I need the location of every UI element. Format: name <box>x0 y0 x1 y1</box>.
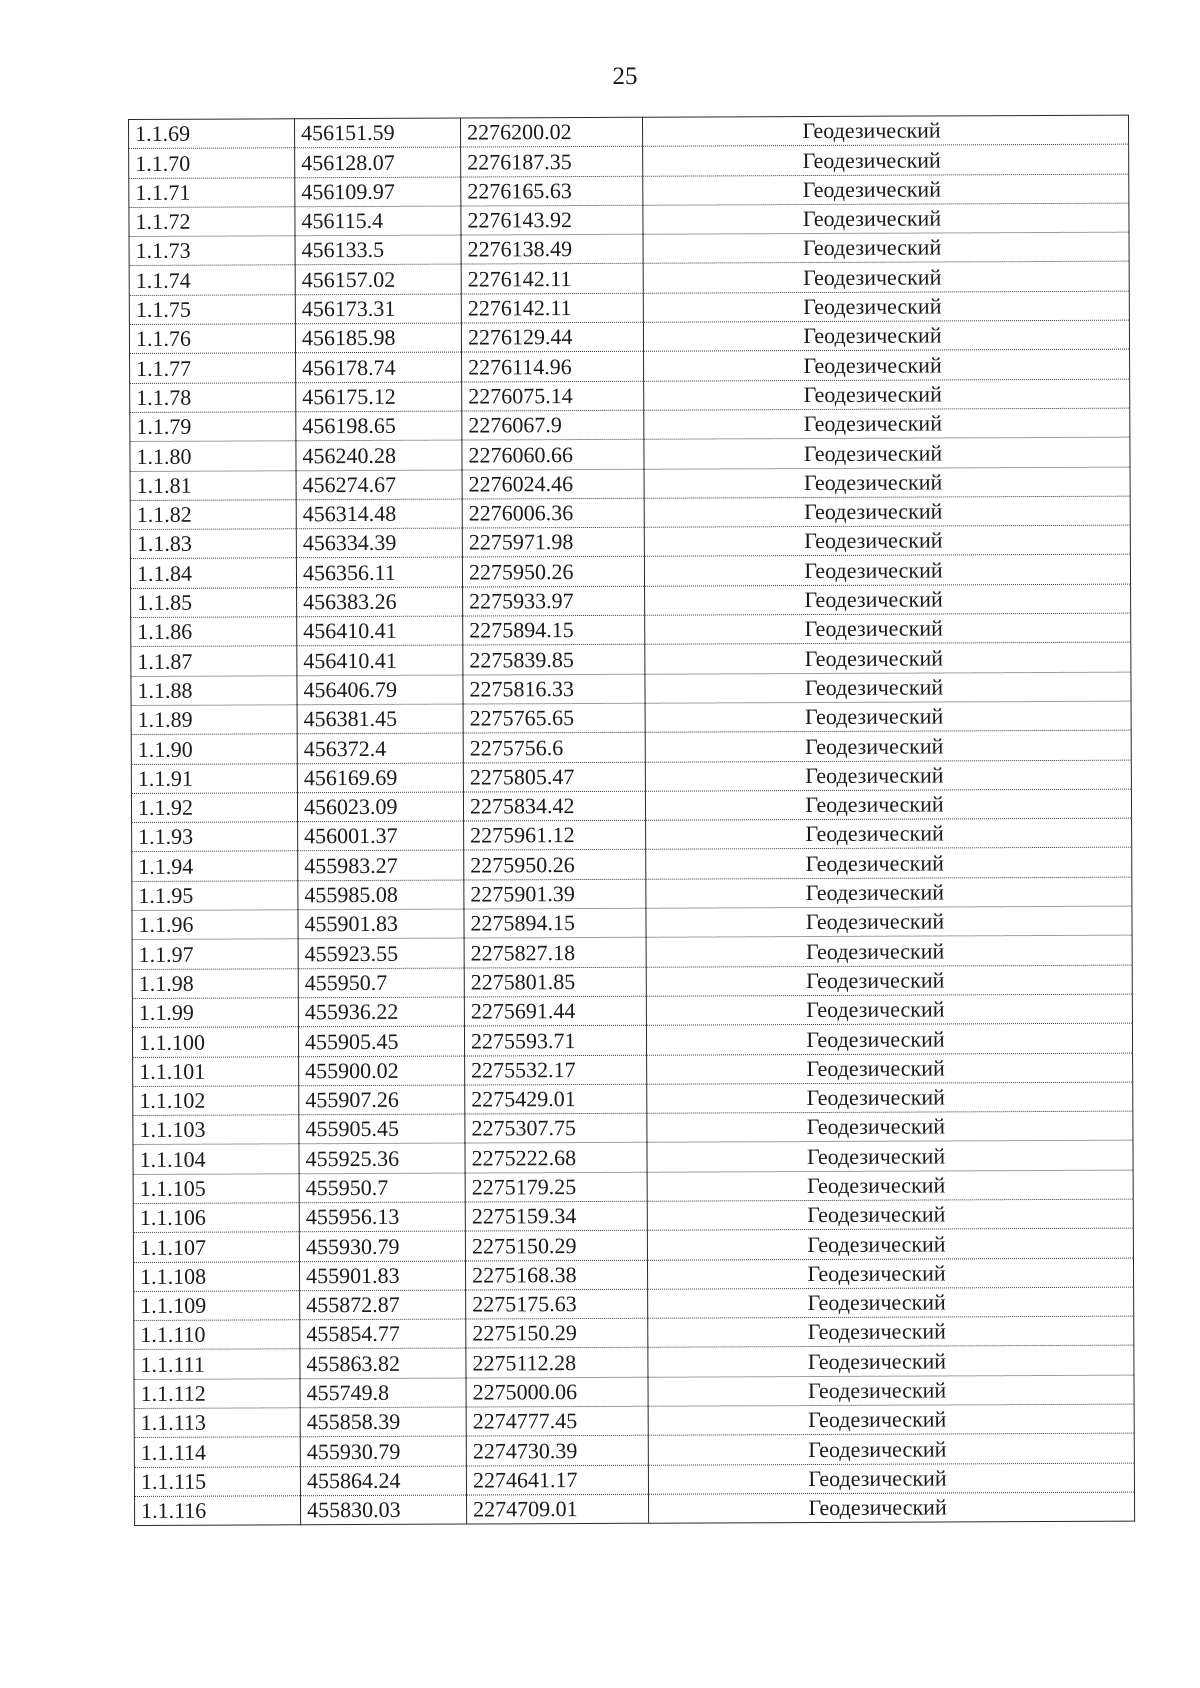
y-coordinate-cell: 2276067.9 <box>462 410 644 440</box>
y-coordinate-cell: 2275756.6 <box>463 732 645 762</box>
table-row <box>133 1053 1133 1087</box>
point-number-cell: 1.1.106 <box>133 1203 299 1233</box>
point-number-cell: 1.1.96 <box>132 910 298 940</box>
point-type-cell: Геодезический <box>643 262 1129 293</box>
table-row <box>129 232 1129 266</box>
point-number-cell: 1.1.84 <box>130 558 296 588</box>
table-row <box>132 818 1132 852</box>
point-type-cell: Геодезический <box>647 1053 1133 1084</box>
y-coordinate-cell: 2275175.63 <box>466 1289 648 1319</box>
y-coordinate-cell: 2275894.15 <box>464 908 646 938</box>
table-row <box>130 350 1130 384</box>
point-type-cell: Геодезический <box>644 555 1130 586</box>
table-row <box>131 789 1131 823</box>
point-number-cell: 1.1.97 <box>132 939 298 969</box>
y-coordinate-cell: 2274641.17 <box>466 1465 648 1495</box>
point-number-cell: 1.1.69 <box>129 119 295 149</box>
point-type-cell: Геодезический <box>644 467 1130 498</box>
point-number-cell: 1.1.92 <box>131 793 297 823</box>
point-type-cell: Геодезический <box>643 174 1129 205</box>
table-row <box>130 467 1130 501</box>
point-type-cell: Геодезический <box>647 1258 1133 1289</box>
point-number-cell: 1.1.86 <box>131 617 297 647</box>
y-coordinate-cell: 2275179.25 <box>465 1172 647 1202</box>
point-type-cell: Геодезический <box>644 379 1130 410</box>
x-coordinate-cell: 455872.87 <box>300 1290 466 1320</box>
table-row <box>132 848 1132 882</box>
point-type-cell: Геодезический <box>644 437 1130 468</box>
y-coordinate-cell: 2275950.26 <box>462 557 644 587</box>
point-type-cell: Геодезический <box>642 115 1128 146</box>
point-type-cell: Геодезический <box>645 701 1131 732</box>
y-coordinate-cell: 2275168.38 <box>465 1260 647 1290</box>
point-type-cell: Геодезический <box>648 1375 1134 1406</box>
table-row <box>133 1141 1133 1175</box>
point-type-cell: Геодезический <box>648 1433 1134 1464</box>
y-coordinate-cell: 2275816.33 <box>463 674 645 704</box>
y-coordinate-cell: 2275222.68 <box>465 1143 647 1173</box>
y-coordinate-cell: 2275765.65 <box>463 703 645 733</box>
point-number-cell: 1.1.81 <box>130 470 296 500</box>
x-coordinate-cell: 456173.31 <box>295 294 461 324</box>
point-number-cell: 1.1.93 <box>132 822 298 852</box>
point-number-cell: 1.1.115 <box>134 1466 300 1496</box>
point-type-cell: Геодезический <box>648 1404 1134 1435</box>
x-coordinate-cell: 456023.09 <box>297 792 463 822</box>
point-number-cell: 1.1.105 <box>133 1173 299 1203</box>
x-coordinate-cell: 455863.82 <box>300 1349 466 1379</box>
x-coordinate-cell: 456151.59 <box>295 118 461 148</box>
x-coordinate-cell: 456334.39 <box>296 528 462 558</box>
point-type-cell: Геодезический <box>644 350 1130 381</box>
y-coordinate-cell: 2275000.06 <box>466 1377 648 1407</box>
table-row <box>133 1170 1133 1204</box>
y-coordinate-cell: 2275691.44 <box>464 996 646 1026</box>
point-type-cell: Геодезический <box>644 525 1130 556</box>
point-number-cell: 1.1.91 <box>131 763 297 793</box>
y-coordinate-cell: 2274709.01 <box>467 1494 649 1524</box>
point-number-cell: 1.1.107 <box>133 1232 299 1262</box>
y-coordinate-cell: 2276060.66 <box>462 440 644 470</box>
x-coordinate-cell: 455900.02 <box>299 1056 465 1086</box>
point-type-cell: Геодезический <box>645 613 1131 644</box>
table-row <box>131 672 1131 706</box>
x-coordinate-cell: 455864.24 <box>300 1466 466 1496</box>
table-row <box>135 1492 1135 1526</box>
x-coordinate-cell: 456372.4 <box>297 733 463 763</box>
y-coordinate-cell: 2275429.01 <box>465 1084 647 1114</box>
x-coordinate-cell: 455930.79 <box>299 1231 465 1261</box>
point-type-cell: Геодезический <box>643 203 1129 234</box>
point-type-cell: Геодезический <box>647 1228 1133 1259</box>
point-type-cell: Геодезический <box>647 1199 1133 1230</box>
point-number-cell: 1.1.88 <box>131 675 297 705</box>
table-row <box>134 1375 1134 1409</box>
table-row <box>130 437 1130 471</box>
point-number-cell: 1.1.114 <box>134 1437 300 1467</box>
table-row <box>131 701 1131 735</box>
y-coordinate-cell: 2275532.17 <box>465 1055 647 1085</box>
point-number-cell: 1.1.83 <box>130 529 296 559</box>
y-coordinate-cell: 2276129.44 <box>461 322 643 352</box>
table-row <box>132 906 1132 940</box>
point-type-cell: Геодезический <box>648 1346 1134 1377</box>
point-number-cell: 1.1.90 <box>131 734 297 764</box>
point-number-cell: 1.1.80 <box>130 441 296 471</box>
x-coordinate-cell: 455956.13 <box>299 1202 465 1232</box>
y-coordinate-cell: 2275159.34 <box>465 1201 647 1231</box>
point-type-cell: Геодезический <box>646 818 1132 849</box>
point-type-cell: Геодезический <box>646 994 1132 1025</box>
point-type-cell: Геодезический <box>645 760 1131 791</box>
x-coordinate-cell: 456356.11 <box>296 557 462 587</box>
x-coordinate-cell: 456274.67 <box>296 470 462 500</box>
table-row <box>130 525 1130 559</box>
point-type-cell: Геодезический <box>646 935 1132 966</box>
table-row <box>133 1258 1133 1292</box>
point-number-cell: 1.1.112 <box>134 1379 300 1409</box>
x-coordinate-cell: 455901.83 <box>298 909 464 939</box>
x-coordinate-cell: 455930.79 <box>300 1436 466 1466</box>
point-type-cell: Геодезический <box>646 906 1132 937</box>
x-coordinate-cell: 455950.7 <box>299 1173 465 1203</box>
y-coordinate-cell: 2276142.11 <box>461 264 643 294</box>
table-row <box>132 935 1132 969</box>
point-type-cell: Геодезический <box>645 672 1131 703</box>
point-type-cell: Геодезический <box>646 1023 1132 1054</box>
table-row <box>129 115 1129 149</box>
point-type-cell: Геодезический <box>647 1141 1133 1172</box>
y-coordinate-cell: 2276114.96 <box>462 352 644 382</box>
y-coordinate-cell: 2276006.36 <box>462 498 644 528</box>
table-row <box>131 730 1131 764</box>
point-number-cell: 1.1.82 <box>130 500 296 530</box>
point-type-cell: Геодезический <box>647 1170 1133 1201</box>
y-coordinate-cell: 2276142.11 <box>461 293 643 323</box>
table-row <box>131 613 1131 647</box>
y-coordinate-cell: 2276075.14 <box>462 381 644 411</box>
table-row <box>130 379 1130 413</box>
point-number-cell: 1.1.101 <box>133 1056 299 1086</box>
y-coordinate-cell: 2274730.39 <box>466 1436 648 1466</box>
y-coordinate-cell: 2275901.39 <box>464 879 646 909</box>
coordinates-table-body <box>129 115 1135 1526</box>
y-coordinate-cell: 2275593.71 <box>464 1025 646 1055</box>
table-row <box>132 877 1132 911</box>
x-coordinate-cell: 455983.27 <box>298 850 464 880</box>
x-coordinate-cell: 456410.41 <box>297 645 463 675</box>
point-type-cell: Геодезический <box>649 1492 1135 1523</box>
point-type-cell: Геодезический <box>643 320 1129 351</box>
point-type-cell: Геодезический <box>645 789 1131 820</box>
table-row <box>130 408 1130 442</box>
point-number-cell: 1.1.70 <box>129 148 295 178</box>
point-type-cell: Геодезический <box>648 1287 1134 1318</box>
table-row <box>134 1346 1134 1380</box>
x-coordinate-cell: 456133.5 <box>295 235 461 265</box>
table-row <box>132 1023 1132 1057</box>
table-row <box>131 642 1131 676</box>
point-number-cell: 1.1.87 <box>131 646 297 676</box>
point-number-cell: 1.1.116 <box>135 1496 301 1526</box>
x-coordinate-cell: 456406.79 <box>297 675 463 705</box>
x-coordinate-cell: 455901.83 <box>299 1261 465 1291</box>
table-row <box>134 1316 1134 1350</box>
point-number-cell: 1.1.99 <box>132 998 298 1028</box>
table-row <box>129 203 1129 237</box>
x-coordinate-cell: 455858.39 <box>300 1407 466 1437</box>
point-type-cell: Геодезический <box>643 291 1129 322</box>
y-coordinate-cell: 2275961.12 <box>464 820 646 850</box>
point-number-cell: 1.1.104 <box>133 1144 299 1174</box>
point-type-cell: Геодезический <box>647 1082 1133 1113</box>
point-number-cell: 1.1.72 <box>129 207 295 237</box>
y-coordinate-cell: 2275894.15 <box>463 615 645 645</box>
y-coordinate-cell: 2274777.45 <box>466 1406 648 1436</box>
point-type-cell: Геодезический <box>645 730 1131 761</box>
x-coordinate-cell: 455830.03 <box>301 1495 467 1525</box>
x-coordinate-cell: 455923.55 <box>298 938 464 968</box>
x-coordinate-cell: 456001.37 <box>298 821 464 851</box>
point-number-cell: 1.1.108 <box>133 1261 299 1291</box>
x-coordinate-cell: 456115.4 <box>295 206 461 236</box>
y-coordinate-cell: 2275805.47 <box>463 762 645 792</box>
point-number-cell: 1.1.73 <box>129 236 295 266</box>
y-coordinate-cell: 2275150.29 <box>465 1231 647 1261</box>
point-number-cell: 1.1.94 <box>132 851 298 881</box>
point-number-cell: 1.1.74 <box>129 265 295 295</box>
x-coordinate-cell: 455907.26 <box>299 1085 465 1115</box>
table-row <box>133 1082 1133 1116</box>
y-coordinate-cell: 2275827.18 <box>464 938 646 968</box>
y-coordinate-cell: 2275933.97 <box>463 586 645 616</box>
point-type-cell: Геодезический <box>646 848 1132 879</box>
x-coordinate-cell: 456157.02 <box>295 265 461 295</box>
point-number-cell: 1.1.76 <box>129 324 295 354</box>
y-coordinate-cell: 2275801.85 <box>464 967 646 997</box>
table-row <box>129 320 1129 354</box>
coordinates-table <box>128 115 1135 1527</box>
point-number-cell: 1.1.89 <box>131 705 297 735</box>
point-number-cell: 1.1.100 <box>132 1027 298 1057</box>
x-coordinate-cell: 455985.08 <box>298 880 464 910</box>
page-number: 25 <box>612 63 638 90</box>
table-row <box>134 1433 1134 1467</box>
x-coordinate-cell: 456169.69 <box>297 763 463 793</box>
table-row <box>131 584 1131 618</box>
point-number-cell: 1.1.95 <box>132 880 298 910</box>
y-coordinate-cell: 2276143.92 <box>461 205 643 235</box>
table-row <box>134 1404 1134 1438</box>
x-coordinate-cell: 455950.7 <box>298 968 464 998</box>
y-coordinate-cell: 2275971.98 <box>462 527 644 557</box>
point-number-cell: 1.1.78 <box>130 382 296 412</box>
y-coordinate-cell: 2275950.26 <box>464 850 646 880</box>
x-coordinate-cell: 456178.74 <box>296 352 462 382</box>
y-coordinate-cell: 2275307.75 <box>465 1113 647 1143</box>
point-type-cell: Геодезический <box>645 642 1131 673</box>
table-row <box>129 144 1129 178</box>
point-number-cell: 1.1.75 <box>129 295 295 325</box>
x-coordinate-cell: 456198.65 <box>296 411 462 441</box>
x-coordinate-cell: 456314.48 <box>296 499 462 529</box>
table-row <box>129 174 1129 208</box>
table-row <box>133 1228 1133 1262</box>
y-coordinate-cell: 2275112.28 <box>466 1348 648 1378</box>
x-coordinate-cell: 456109.97 <box>295 177 461 207</box>
x-coordinate-cell: 455936.22 <box>298 997 464 1027</box>
point-type-cell: Геодезический <box>646 965 1132 996</box>
x-coordinate-cell: 456175.12 <box>296 382 462 412</box>
y-coordinate-cell: 2276200.02 <box>460 117 642 147</box>
table-row <box>130 555 1130 589</box>
table-row <box>129 291 1129 325</box>
x-coordinate-cell: 456383.26 <box>297 587 463 617</box>
table-row <box>134 1463 1134 1497</box>
point-number-cell: 1.1.103 <box>133 1115 299 1145</box>
x-coordinate-cell: 456381.45 <box>297 704 463 734</box>
point-type-cell: Геодезический <box>644 496 1130 527</box>
x-coordinate-cell: 456410.41 <box>297 616 463 646</box>
point-number-cell: 1.1.109 <box>134 1291 300 1321</box>
point-number-cell: 1.1.77 <box>130 353 296 383</box>
table-row <box>134 1287 1134 1321</box>
y-coordinate-cell: 2276024.46 <box>462 469 644 499</box>
table-row <box>130 496 1130 530</box>
point-type-cell: Геодезический <box>643 144 1129 175</box>
y-coordinate-cell: 2276187.35 <box>461 147 643 177</box>
y-coordinate-cell: 2275834.42 <box>463 791 645 821</box>
y-coordinate-cell: 2276138.49 <box>461 234 643 264</box>
table-row <box>129 262 1129 296</box>
point-type-cell: Геодезический <box>643 232 1129 263</box>
point-number-cell: 1.1.71 <box>129 177 295 207</box>
x-coordinate-cell: 455854.77 <box>300 1319 466 1349</box>
point-type-cell: Геодезический <box>645 584 1131 615</box>
table-row <box>133 1199 1133 1233</box>
point-number-cell: 1.1.113 <box>134 1408 300 1438</box>
point-type-cell: Геодезический <box>644 408 1130 439</box>
table-row <box>133 1111 1133 1145</box>
point-type-cell: Геодезический <box>646 877 1132 908</box>
point-number-cell: 1.1.110 <box>134 1320 300 1350</box>
point-number-cell: 1.1.79 <box>130 412 296 442</box>
x-coordinate-cell: 456185.98 <box>295 323 461 353</box>
point-type-cell: Геодезический <box>647 1111 1133 1142</box>
y-coordinate-cell: 2276165.63 <box>461 176 643 206</box>
table-row <box>131 760 1131 794</box>
point-number-cell: 1.1.102 <box>133 1086 299 1116</box>
x-coordinate-cell: 455905.45 <box>299 1114 465 1144</box>
x-coordinate-cell: 455905.45 <box>298 1026 464 1056</box>
point-number-cell: 1.1.85 <box>131 588 297 618</box>
x-coordinate-cell: 455925.36 <box>299 1143 465 1173</box>
point-number-cell: 1.1.98 <box>132 968 298 998</box>
y-coordinate-cell: 2275839.85 <box>463 645 645 675</box>
point-number-cell: 1.1.111 <box>134 1349 300 1379</box>
x-coordinate-cell: 456240.28 <box>296 440 462 470</box>
x-coordinate-cell: 455749.8 <box>300 1378 466 1408</box>
point-type-cell: Геодезический <box>648 1316 1134 1347</box>
table-row <box>132 994 1132 1028</box>
x-coordinate-cell: 456128.07 <box>295 147 461 177</box>
point-type-cell: Геодезический <box>648 1463 1134 1494</box>
table-row <box>132 965 1132 999</box>
y-coordinate-cell: 2275150.29 <box>466 1318 648 1348</box>
